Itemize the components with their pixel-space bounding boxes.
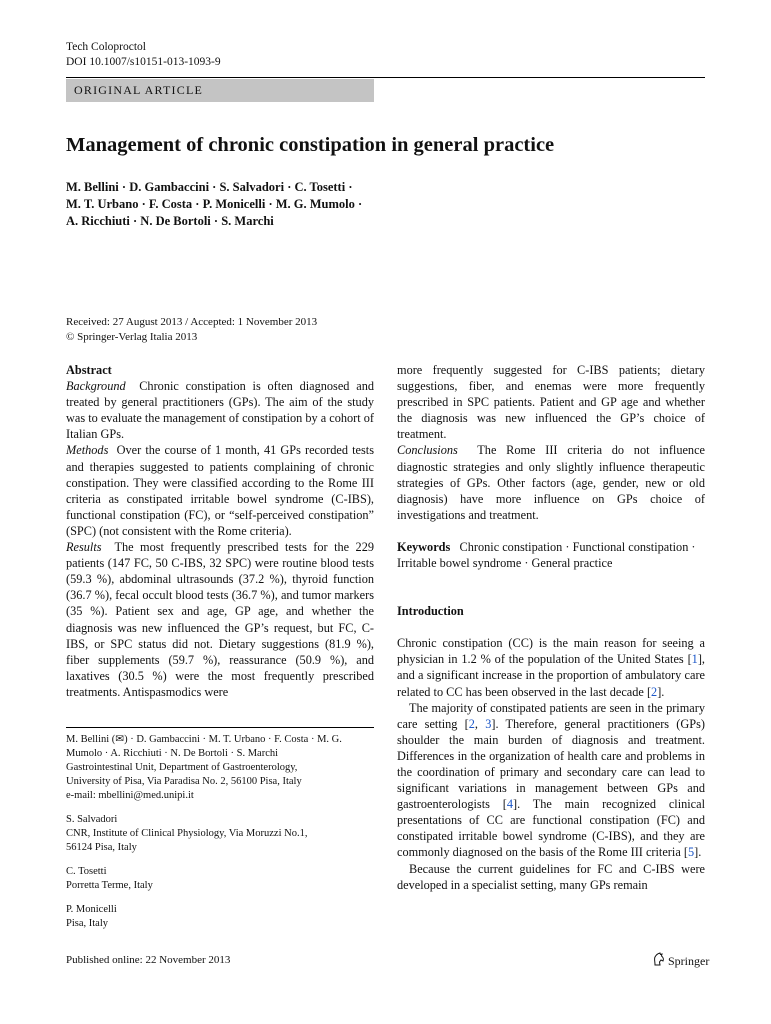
affiliation-unit: CNR, Institute of Clinical Physiology, Via Moruzzi No.1,: [66, 828, 308, 839]
keywords: [397, 539, 705, 571]
affiliation-names: C. Tosetti: [66, 866, 107, 877]
conclusions-text: The Rome III criteria do not influence diagnostic strategies and only slightly influence therapeutic strategies of GPs. Other factors (age, gender, new or old diagnosis) have more influence on GPs choice of investigations and treatment.: [397, 443, 705, 522]
article-title: Management of chronic constipation in general practice: [66, 134, 555, 156]
copyright: © Springer-Verlag Italia 2013: [66, 330, 198, 343]
journal-name: Tech Coloproctol: [66, 41, 146, 53]
affiliations: [66, 733, 374, 941]
journal-header: [66, 40, 221, 70]
background-label: Background: [66, 379, 126, 394]
intro-paragraph: Because the current guidelines for FC and C-IBS were developed in a specialist setting, many GPs remain: [397, 861, 705, 892]
author-list: [66, 179, 566, 230]
affiliation-email[interactable]: e-mail: mbellini@med.unipi.it: [66, 790, 194, 801]
background-text: Chronic constipation is often diagnosed and treated by general practitioners (GPs). The aim of the study was to evaluate the management of constipation by a cohort of Italian GPs.: [66, 379, 375, 442]
intro-text: ]. Therefore, general practitioners (GPs) shoulder the main burden of diagnosis and treatment. Differences in the organization of health care and problems in the coordination of primary and secondary care can lead to significant variations in management between GPs and gastroenterologists [: [397, 716, 705, 812]
intro-paragraph: [397, 700, 705, 861]
affiliation-unit: Pisa, Italy: [66, 918, 108, 929]
citation-link[interactable]: 1: [691, 652, 698, 667]
citation-link[interactable]: 5: [687, 845, 695, 860]
affiliation-address: University of Pisa, Via Paradisa No. 2, 56100 Pisa, Italy: [66, 776, 302, 787]
intro-text: ].: [694, 845, 702, 860]
results-text: The most frequently prescribed tests for the 229 patients (147 FC, 50 C-IBS, 32 SPC) were routine blood tests (59.3 %), abdominal ultrasounds (37.2 %), thyroid function (36.7 %), fecal occult blood tests (36.7 %), and tumor markers (35 %). Patient sex and age, GP age, and whether the diagnosis was new influenced the GP’s request, but FC, C-IBS, or SPC status did not. Dietary suggestions (81.9 %), fiber supplements (59.7 %), reassurance (50.9 %), and laxatives (30.5 %) were the most frequently prescribed treatments. Antispasmodics were: [66, 540, 375, 699]
conclusions-label: Conclusions: [397, 443, 458, 458]
intro-text: ]. The main recognized clinical presentations of CC are functional constipation (FC) and constipated irritable bowel syndrome (C-IBS), and they are commonly diagnosed on the basis of the Rome III criteria [: [397, 797, 706, 860]
abstract-methods: [66, 442, 374, 539]
affiliation-block: [66, 903, 374, 931]
methods-text: Over the course of 1 month, 41 GPs recorded tests and therapies suggested to patients complaining of chronic constipation. They were classified according to the Rome III criteria as constipated irritable bowel syndrome (C-IBS), functional constipation (FC), or “self-perceived constipation” (SPC) (not consistent with the Rome criteria).: [66, 443, 374, 538]
article-dates: [66, 315, 317, 344]
intro-paragraph: [397, 635, 705, 699]
affiliation-block: [66, 813, 374, 855]
affiliation-block: [66, 733, 374, 803]
affiliation-block: [66, 865, 374, 893]
intro-text: ].: [657, 684, 665, 699]
affiliation-unit: Gastrointestinal Unit, Department of Gastroenterology,: [66, 762, 298, 773]
doi: DOI 10.1007/s10151-013-1093-9: [66, 56, 221, 68]
affiliation-address: 56124 Pisa, Italy: [66, 842, 137, 853]
results-label: Results: [66, 540, 102, 555]
abstract-background: [66, 378, 374, 442]
article-type-banner: [66, 79, 374, 102]
intro-text: ], and a significant increase in the proportion of ambulatory care related to CC has been observed in the last decade [: [397, 652, 705, 699]
abstract-results: [66, 539, 374, 700]
springer-horse-icon: [652, 952, 665, 970]
author-line: A. Ricchiuti · N. De Bortoli · S. Marchi: [66, 214, 274, 228]
results-continued: more frequently suggested for C-IBS patients; dietary suggestions, fiber, and enemas were more frequently prescribed in SPC patients. Patient and GP age and whether the diagnosis was new influenced the GP’s choice of treatment.: [397, 363, 705, 442]
abstract-heading: Abstract: [66, 363, 112, 377]
affiliation-unit: Porretta Terme, Italy: [66, 880, 153, 891]
published-date: Published online: 22 November 2013: [66, 954, 231, 966]
author-line: M. T. Urbano · F. Costa · P. Monicelli · M. G. Mumolo ·: [66, 197, 363, 211]
publisher-logo: [652, 952, 709, 970]
intro-text: ,: [474, 716, 486, 731]
publisher-name: Springer: [668, 953, 710, 968]
keywords-text: Chronic constipation · Functional constipation · Irritable bowel syndrome · General practice: [397, 539, 696, 571]
affiliation-names: P. Monicelli: [66, 904, 117, 915]
citation-link[interactable]: 2: [651, 684, 658, 699]
left-column: [66, 362, 374, 700]
author-line: M. Bellini · D. Gambaccini · S. Salvadori · C. Tosetti ·: [66, 180, 353, 194]
introduction-heading: Introduction: [397, 604, 464, 619]
citation-link[interactable]: 3: [485, 716, 492, 731]
right-column: [397, 362, 705, 893]
abstract-conclusions: [397, 442, 705, 522]
intro-text: Chronic constipation (CC) is the main reason for seeing a physician in 1.2 % of the population of the United States [: [397, 636, 705, 667]
received-accepted: Received: 27 August 2013 / Accepted: 1 November 2013: [66, 316, 318, 328]
citation-link[interactable]: 4: [506, 797, 513, 812]
citation-link[interactable]: 2: [468, 716, 475, 731]
methods-label: Methods: [66, 443, 109, 458]
intro-text: The majority of constipated patients are seen in the primary care setting [: [397, 700, 705, 731]
affiliation-names: S. Salvadori: [66, 814, 118, 825]
keywords-label: Keywords: [397, 539, 451, 554]
article-type: ORIGINAL ARTICLE: [74, 83, 204, 97]
affiliation-names: M. Bellini (✉) · D. Gambaccini · M. T. Urbano · F. Costa · M. G. Mumolo · A. Ricchiuti · N. De Bortoli · S. Marchi: [66, 734, 342, 759]
header-rule: [66, 77, 705, 78]
affiliation-rule: [66, 727, 374, 728]
